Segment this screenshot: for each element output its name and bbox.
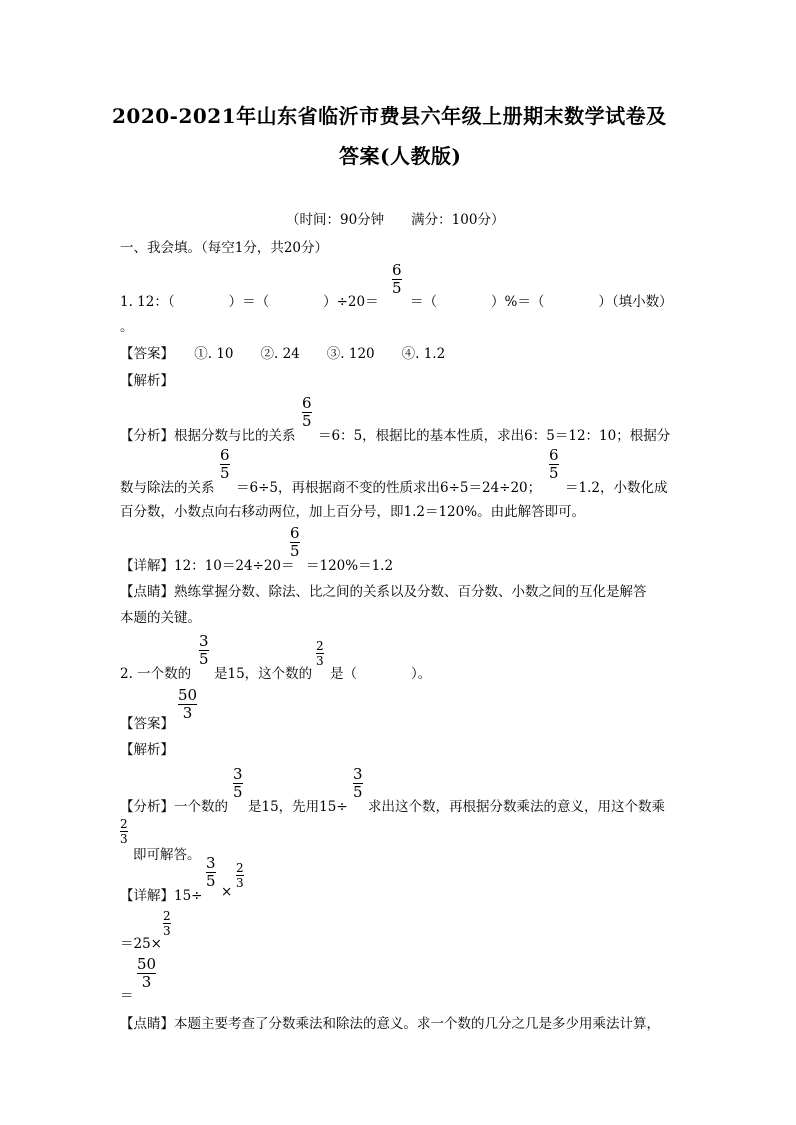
numerator: 50 <box>178 686 198 704</box>
q2-fraction-3-5 <box>199 634 209 667</box>
q1-jiexi: 【解析】 <box>120 373 174 389</box>
denominator: 5 <box>233 783 243 801</box>
numerator: 2 <box>236 861 244 875</box>
q2-fenxi-2: 即可解答。 <box>133 847 201 863</box>
q1-text-c: 。 <box>120 319 134 335</box>
q2-xiangjie-times: × <box>221 884 233 900</box>
q1-fenxi-2c: ＝1.2，小数化成 <box>565 480 668 496</box>
q1-fenxi-1a: 【分析】根据分数与比的关系 <box>120 428 296 444</box>
q1-answer: 【答案】 ①. 10 ②. 24 ③. 120 ④. 1.2 <box>120 346 446 362</box>
numerator: 2 <box>120 817 128 831</box>
numerator: 6 <box>549 446 559 464</box>
q2-step-3-fraction <box>137 957 156 990</box>
denominator: 5 <box>206 872 216 890</box>
q2-dianjing: 【点睛】本题主要考查了分数乘法和除法的意义。求一个数的几分之几是多少用乘法计算， <box>120 1016 660 1032</box>
q2-step-3: ＝ <box>120 988 134 1004</box>
q1-fraction <box>392 263 402 296</box>
exam-meta: （时间：90分钟 满分：100分） <box>286 212 505 228</box>
section-heading: 一、我会填。（每空1分，共20分） <box>120 240 329 256</box>
q2-xiangjie-fraction-1 <box>206 856 216 889</box>
q1-dianjing-1: 【点睛】熟练掌握分数、除法、比之间的关系以及分数、百分数、小数之间的互化是解答 <box>120 584 647 600</box>
denominator: 5 <box>199 650 209 668</box>
numerator: 50 <box>137 955 157 973</box>
q1-xiangjie-fraction <box>290 526 300 559</box>
q1-xiangjie-a: 【详解】12：10＝24÷20＝ <box>120 558 295 574</box>
q1-fenxi-3: 百分数，小数点向右移动两位，加上百分号，即1.2＝120%。由此解答即可。 <box>120 504 586 520</box>
denominator: 5 <box>302 412 312 430</box>
q2-answer: 【答案】 <box>120 716 174 732</box>
q1-fenxi-2b: ＝6÷5，再根据商不变的性质求出6÷5＝24÷20； <box>236 480 542 496</box>
title-line-1: 2020-2021年山东省临沂市费县六年级上册期末数学试卷及 <box>112 104 667 128</box>
denominator: 3 <box>236 876 244 890</box>
denominator: 3 <box>141 973 152 991</box>
q1-text-b: ＝（ ）%＝（ ）（填小数） <box>410 294 673 310</box>
denominator: 3 <box>120 832 128 846</box>
q2-fenxi-fraction-3 <box>120 818 128 845</box>
q1-fenxi-1b: ＝6：5，根据比的基本性质，求出6：5＝12：10；根据分 <box>318 428 671 444</box>
q1-fenxi-fraction-1 <box>302 396 312 429</box>
denominator: 5 <box>353 783 363 801</box>
denominator: 5 <box>220 464 230 482</box>
denominator: 3 <box>316 654 324 668</box>
q2-fenxi-1b: 是15，先用15÷ <box>248 799 348 815</box>
q2-text-a: 2. 一个数的 <box>120 666 192 682</box>
q2-text-b: 是15，这个数的 <box>214 666 313 682</box>
numerator: 6 <box>220 446 230 464</box>
denominator: 5 <box>549 464 559 482</box>
denominator: 3 <box>163 924 171 938</box>
numerator: 3 <box>199 632 209 650</box>
title-line-2: 答案(人教版) <box>339 144 462 168</box>
numerator: 2 <box>163 909 171 923</box>
q2-fenxi-1c: 求出这个数，再根据分数乘法的意义，用这个数乘 <box>368 799 665 815</box>
q2-fenxi-fraction-1 <box>233 767 243 800</box>
q1-xiangjie-b: ＝120%＝1.2 <box>306 558 394 574</box>
q1-dianjing-2: 本题的关键。 <box>120 610 201 626</box>
numerator: 3 <box>353 765 363 783</box>
q2-xiangjie-fraction-2 <box>236 862 244 889</box>
numerator: 6 <box>392 261 402 279</box>
numerator: 6 <box>290 524 300 542</box>
q2-step-2: ＝25× <box>120 936 162 952</box>
q2-answer-fraction <box>178 688 197 721</box>
q2-fraction-2-3 <box>316 640 324 667</box>
q2-step-2-fraction <box>163 910 171 937</box>
q2-fenxi-1a: 【分析】一个数的 <box>120 799 228 815</box>
q2-fenxi-fraction-2 <box>353 767 363 800</box>
q1-fenxi-fraction-3 <box>549 448 559 481</box>
denominator: 5 <box>290 542 300 560</box>
q1-fenxi-2a: 数与除法的关系 <box>120 480 215 496</box>
q2-jiexi: 【解析】 <box>120 742 174 758</box>
q2-xiangjie-a: 【详解】15÷ <box>120 888 203 904</box>
numerator: 3 <box>206 854 216 872</box>
denominator: 5 <box>392 279 402 297</box>
q1-text-a: 1. 12：（ ）＝（ ）÷20＝ <box>120 294 379 310</box>
q2-text-c: 是（ ）。 <box>330 666 432 682</box>
numerator: 2 <box>316 639 324 653</box>
q1-fenxi-fraction-2 <box>220 448 230 481</box>
numerator: 6 <box>302 394 312 412</box>
denominator: 3 <box>182 704 193 722</box>
numerator: 3 <box>233 765 243 783</box>
